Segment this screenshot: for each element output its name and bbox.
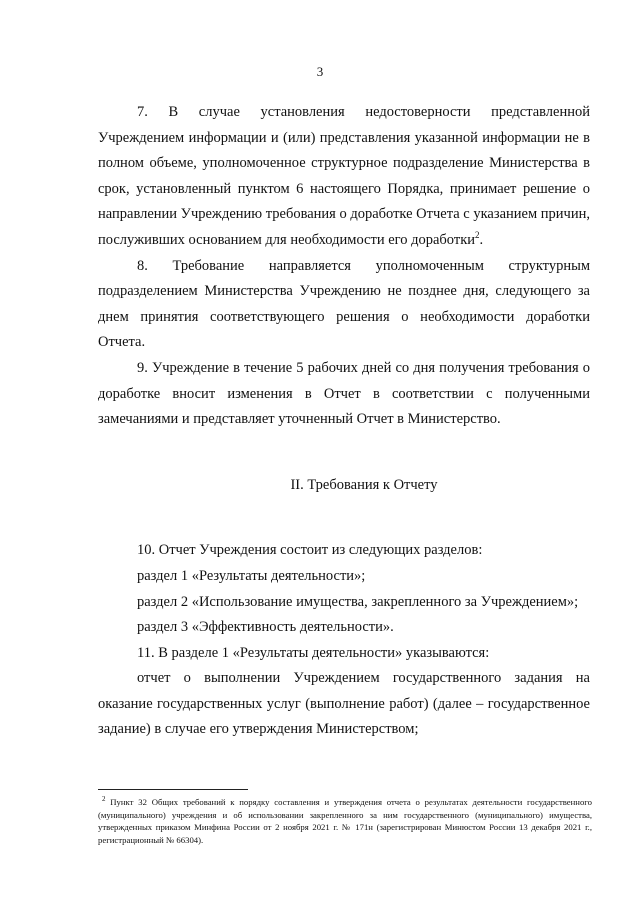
list-item-section-3: раздел 3 «Эффективность деятельности».: [137, 619, 394, 636]
document-body: [98, 100, 590, 743]
section-heading: II. Требования к Отчету: [290, 476, 438, 493]
paragraph-7: [98, 100, 590, 254]
spacer: [98, 498, 590, 538]
paragraph-8: 8. Требование направляется уполномоченным структурным подразделением Министерства Учреждению не позднее дня, следующего за днем принятия соответствующего решения о необходимости доработки Отчета.: [98, 257, 590, 351]
paragraph-9: 9. Учреждение в течение 5 рабочих дней со дня получения требования о доработке вносит изменения в Отчет в соответствии с полученными замечаниями и представляет уточненный Отчет в Министерство.: [98, 359, 590, 428]
spacer: [98, 433, 590, 473]
list-item-section-2: раздел 2 «Использование имущества, закрепленного за Учреждением»;: [137, 593, 579, 610]
footnote-reference: 2: [475, 230, 480, 241]
paragraph-7-end: .: [479, 231, 484, 248]
paragraph-11-item: отчет о выполнении Учреждением государственного задания на оказание государственных услуг (выполнение работ) (далее – государственное задание) в случае его утверждения Министерством;: [98, 670, 590, 738]
footnote: [98, 796, 592, 846]
page-number: 3: [316, 64, 324, 79]
footnote-divider: [98, 789, 248, 790]
list-item-section-1: раздел 1 «Результаты деятельности»;: [137, 567, 366, 584]
paragraph-10: 10. Отчет Учреждения состоит из следующих разделов:: [137, 542, 483, 559]
paragraph-11: 11. В разделе 1 «Результаты деятельности» указываются:: [137, 644, 490, 661]
footnote-text: Пункт 32 Общих требований к порядку составления и утверждения отчета о результатах деятельности государственного (муниципального) учреждения и об использовании закрепленного за ним государственного (муниципального) имущества, утвержденных приказом Минфина России от 2 ноября 2021 г. № 171н (зарегистрирован Минюстом России 13 декабря 2021 г., регистрационный № 66304).: [98, 797, 592, 845]
paragraph-7-text: 7. В случае установления недостоверности представленной Учреждением информации и (или) представления указанной информации не в полном объеме, уполномоченное структурное подразделение Министерства в срок, установленный пунктом 6 настоящего Порядка, принимает решение о направлении Учреждению требования о доработке Отчета с указанием причин, послуживших основанием для необходимости его доработки: [98, 104, 590, 248]
footnote-mark: 2: [102, 795, 106, 804]
